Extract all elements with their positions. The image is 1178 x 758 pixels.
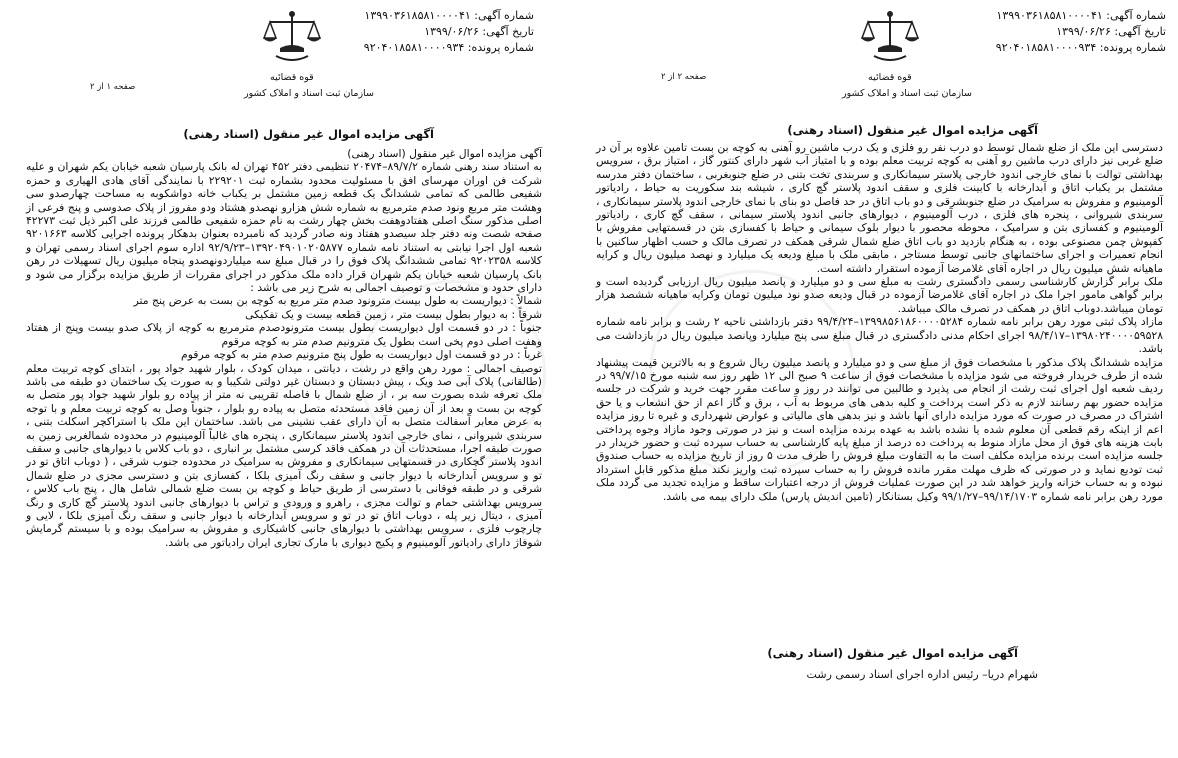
notice-number: شماره آگهی: ۱۳۹۹۰۳۶۱۸۵۸۱۰۰۰۰۴۱ [996,9,1166,22]
notice-body [26,147,542,549]
notice-title: آگهی مزایده اموال غیر منقول (اسناد رهنی) [183,127,434,141]
seizure-paragraph: مازاد پلاک ثبتی مورد رهن برابر نامه شماره ۱۳۹۹۸۵۶۱۸۶۰۰۰۰۵۲۸۴–۹۹/۴/۲۴ دفتر بازداشتی ناحیه ۲ رشت و برابر نامه شماره ۱۳۹۸۰۲۴۰۰۰۰۵۹۵۲۸–۹۸/۴/۱۷ اجرای احکام مدنی دادگستری در قبال مبلغ سی پنج میلیارد وپانصد میلیون ریال در بازداشت می باشد. [596,315,1163,356]
org-line-1: قوه قضائیه [868,72,912,83]
boundary-west: غرباً : در دو قسمت اول دیواریست به طول پنج مترونیم صدم متر به کوچه مرقوم [181,348,542,362]
body-paragraph: دسترسی این ملک از ضلع شمال توسط دو درب نفر رو فلزی و یک درب ماشین رو آهنی به کوچه بن بست تامین علاوه بر آن در ضلع غربی نیز دارای درب ماشین رو آهنی به کوچه تربیت معلم بوده و با امتیاز آب شهر دارای کنتور گاز ، امتیاز برق ، سرویس بهداشتی توالت با نمای خارجی اندود خارجی پلاستر سیمانکاری و سربندی تخت بتنی در ضلع جنوبغربی ، ساختمان دفتر مدرسه مشتمل بر یکباب اتاق و آبدارخانه با کابینت فلزی و سقف اندود پلاستر گچ کاری ، شیشه بند سکوریت به حیاط ، رادیاتور آلومینیوم و مفروش به سرامیک در ضلع جنوبشرقی و دو باب اتاق در حد فاصل دو بنای با نمای خارجی اندود پلاستر سیمانکاری ، سربندی شیروانی ، پنجره های فلزی ، درب آلومینیوم ، دیوارهای جانبی اندود پلاستر سیمانی ، سقف گچ کاری ، رادیاتور آلومینیوم و کفسازی بتن و سرامیک ، محوطه محصور با دیوار بلوک سیمانی و حیاط با کفسازی بتن در قسمتهایی مفروش با کفپوش چمن مصنوعی بوده ، به هنگام بازدید دو باب اتاق ضلع شمال شرقی همکف در تصرف مالک و حسب اظهار ساکنین با انجام تعمیرات و اجرای ساختمانهای جانبی توسط مستاجر ، مابقی ملک با مبلغ ودیعه یک میلیارد و نهصد میلیون ریال و کرایه ماهیانه شش میلیون ریال در اجاره آقای غلامرضا آزموده استقرار داشته است. [596,141,1163,275]
org-line-2: سازمان ثبت اسناد و املاک کشور [244,88,374,99]
body-subtitle: آگهی مزایده اموال غیر منقول (اسناد رهنی) [347,147,542,160]
page-number: صفحه ۱ از ۲ [90,82,136,92]
notice-meta [996,8,1166,56]
judiciary-emblem [830,8,972,99]
footer-title: آگهی مزایده اموال غیر منقول (اسناد رهنی) [767,646,1018,660]
auction-terms-paragraph: مزایده ششدانگ پلاک مذکور با مشخصات فوق از مبلغ سی و دو میلیارد و پانصد میلیون ریال شروع و به بالاترین قیمت پیشنهاد شده از طرف خریدار فروخته می شود مزایده با مشخصات فوق از ساعت ۹ صبح الی ۱۲ ظهر روز سه شنبه مورخ ۹۹/۷/۱۵ در ردیف شعبه اول اجرای ثبت رشت از انجام می پذیرد و طالبین می توانند در روز و ساعت مقرر جهت خرید و شرکت در جلسه مزایده حضور بهم رسانند لازم به ذکر است پرداخت و کلیه بدهی های مربوط به آب ، برق و گاز اعم از حق انشعاب و یا حق اشتراک در مصرف در صورت که مورد مزایده دارای آنها باشد و نیز بدهی های مالیاتی و عوارض شهرداری و غیره تا روز مزایده اعم از اینکه رقم قطعی آن معلوم شده یا نشده باشد به عهده برنده مزایده است و نیز در صورتی وجود مازاد وجوه پرداختی بابت هزینه های فوق از محل مازاد منوط به پرداخت ده درصد از مبلغ پایه کارشناسی به حساب سپرده ثبت و حضور خریدار در جلسه مزایده است برنده مزایده مکلف است ما به التفاوت مبلغ فروش را ظرف مدت ۵ روز از تاریخ مزایده به حساب صندوق ثبت تودیع نماید و در صورتی که ظرف مهلت مقرر مانده فروش را به حساب سپرده ثبت واریز نکند مبلغ مذکور قابل استرداد نبوده و به حساب خزانه واریز خواهد شد در این صورت عملیات فروش از درجه اعتبارات ساقط و مزایده تجدید می گردد ملک مورد رهن برابر نامه شماره ۹۹/۱۴/۱۷۰۳–۹۹/۱/۲۷ وکیل بستانکار (تامین اندیش پارس) ملک دارای بیمه می باشد. [596,355,1163,503]
appraisal-paragraph: ملک برابر گزارش کارشناسی رسمی دادگستری رشت به مبلغ سی و دو میلیارد و پانصد میلیون ریال ارزیابی گردیده است و برابر گواهی مامور اجرا ملک در اجاره آقای غلامرضا آزموده در قبال ودیعه صدو نود میلیون تومان وکرایه ماهیانه ششصد هزار تومان میباشد.دوباب اتاق در همکف در تصرف مالک میباشد. [596,275,1163,315]
notice-body [596,141,1163,503]
org-line-1: قوه قضائیه [270,72,314,83]
scales-of-justice-icon [260,8,324,68]
notice-number: شماره آگهی: ۱۳۹۹۰۳۶۱۸۵۸۱۰۰۰۰۴۱ [364,9,534,22]
notice-date: تاریخ آگهی: ۱۳۹۹/۰۶/۲۶ [424,25,534,38]
case-number: شماره پرونده: ۹۲۰۴۰۱۸۵۸۱۰۰۰۰۹۳۴ [363,41,534,54]
judiciary-emblem [232,8,374,99]
case-number: شماره پرونده: ۹۲۰۴۰۱۸۵۸۱۰۰۰۰۹۳۴ [995,41,1166,54]
boundary-south: جنوباً : در دو قسمت اول دیواریست بطول بیست مترونودصدم مترمربع به کوچه از پلاک صدو بیست وپنج از هفتاد وهفت اصلی دوم پخی است بطول یک مترونیم صدم متر به کوچه مرقوم [26,321,542,348]
scales-of-justice-icon [858,8,922,68]
page-two [589,0,1178,758]
boundary-north: شمالاً : دیواریست به طول بیست مترونود صدم متر مربع به کوچه بن بست به عرض پنج متر [133,294,542,308]
boundary-east: شرقاً : به دیوار بطول بیست متر ، زمین قطعه بیست و یک تفکیکی [245,307,542,321]
notice-meta [364,8,534,56]
org-line-2: سازمان ثبت اسناد و املاک کشور [842,88,972,99]
notice-date: تاریخ آگهی: ۱۳۹۹/۰۶/۲۶ [1056,25,1166,38]
page-number: صفحه ۲ از ۲ [661,72,707,82]
notice-title: آگهی مزایده اموال غیر منقول (اسناد رهنی) [787,123,1038,137]
signature-line: شهرام دریا– رئیس اداره اجرای اسناد رسمی رشت [806,668,1038,681]
body-paragraph: به استناد سند رهنی شماره ۸۹/۷/۲–۲۰۴۷۴ تنظیمی دفتر ۴۵۲ تهران له بانک پارسیان شعبه خیابان یکم شهران و علیه شرکت فن اوران مهرسای افق با مسئولیت محدود بشماره ثبت ۲۲۹۲۰۱ با نمایندگی آقای هادی الهیاری و حمزه شفیعی طالمی که تمامی ششدانگ یک قطعه زمین مشتمل بر یکباب خانه دواشکوبه به مساحت چهارصدو سی وهشت متر مربع ونود صدم مترمربع به شماره شش هزارو نهصدو هشتاد ودو مفروز از پلاک صدوسی و پنج فرعی از اصلی مذکور سنگ اصلی هفتادوهفت بخش چهار رشت به نام حمزه شفیعی طالمی فرزند علی اکبر ذیل ثبت ۴۲۲۷۳ صفحه شصت ونه دفتر جلد سیصدو هفتاد ونه صادر گردید که نامبرده بعنوان بدهکار پرونده اجرایی کلاسه ۹۲۰۱۶۶۳ شعبه اول اجرا نیابتی به استناد نامه شماره ۱۳۹۲۰۴۹۰۱۰۲۰۵۸۷۷–۹۲/۹/۲۳ اداره سوم اجرای اسناد رسمی تهران و کلاسه ۹۲۰۲۳۵۸ تمامی ششدانگ پلاک فوق را در قبال مبلغ سه میلیاردونهصدو پنجاه میلیون ریال تسهیلات در رهن بانک پارسیان شعبه خیابان یکم شهران قرار داده ملک مذکور در اجرای مقررات از طریق مزایده برگزار می شود و دارای حدود و مشخصات و توصیف اجمالی به شرح زیر می باشد : [26,160,542,295]
property-description: توصیف اجمالی : مورد رهن واقع در رشت ، دیانتی ، میدان کودک ، بلوار شهید جواد پور ، ابتدای کوچه تربیت معلم (طالقانی) پلاک آبی صد ویک ، پیش دبستان و دبستان غیر دولتی شکیبا و به صورت یک ساختمان دو طبقه می باشد ملک تعرفه شده بصورت سه بر ، از ضلع شمال با فاصله تقریبی نه متر از پیاده رو بلوار شهید جواد پور متصل به کوچه بن بست و بعد از آن زمین فاقد مستحدثه متصل به پیاده رو بلوار ، جنوباً وصل به کوچه تربیت معلم و با توجه به عرض معابر آسفالت متصل به آن دارای عقب نشینی می باشد. ساختمان این ملک با استراکچر اسکلت بتنی ، سربندی شیروانی ، نمای خارجی اندود پلاستر سیمانکاری ، پنجره های غالباً آلومینیوم در محدوده شمالغربی زمین به صورت طبقه اجرا، مستحدثات آن در همکف فاقد کرسی مشتمل بر انباری ، دو باب کلاس با دیوارهای جانبی و سقف اندود پلاستر گچکاری در قسمتهایی سیمانکاری و مفروش به سرامیک در محدوده جنوب شرقی ، ( دوباب اتاق تو در تو و سرویس آبدارخانه با دیوار جانبی و سقف رنگ آمیزی بلکا ، کفسازی بتن و دسترسی مجزی در ضلع شمال شرقی و در طبقه فوقانی با دسترسی از طریق حیاط و کوچه بن بست ضلع شمالی شامل هال ، پنج باب کلاس ، سرویس بهداشتی حمام و توالت مجزی ، راهرو و ورودی و تراس با دیوارهای جانبی اندود پلاستر گچ کاری و رنگ آمیزی ، دیتال زیر پله ، دوباب اتاق تو در تو و سرویس آبدارخانه با دیوار جانبی و سقف رنگ آمیزی بلکا ، لایی و چارچوب فلزی ، سرویس بهداشتی با دیوارهای جانبی کاشیکاری و مفروش به سرامیک بوده و با سیستم گرمایش شوفاژ دارای رادیاتور آلومینیوم و پکیج دیواری با مارک تجاری ایران رادیاتور می باشد. [26,361,542,549]
